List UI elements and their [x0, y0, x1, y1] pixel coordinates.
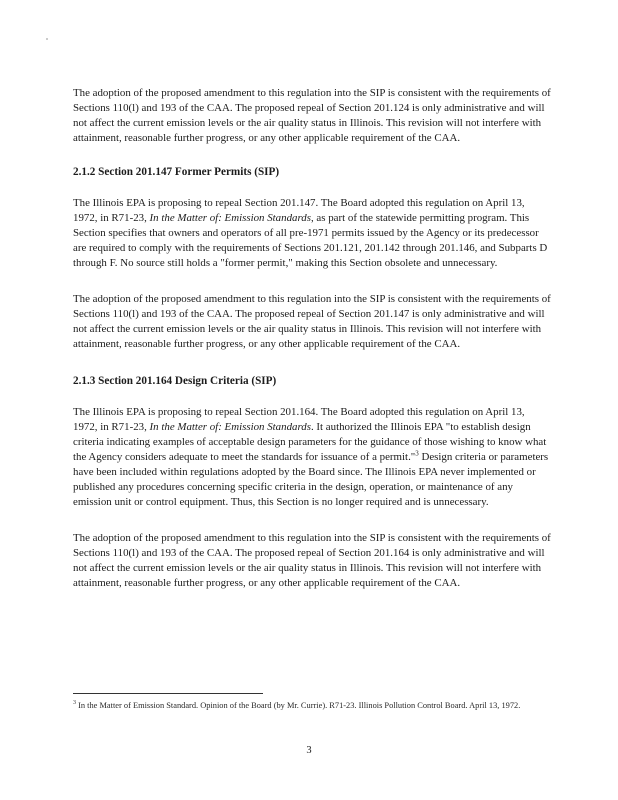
- footnote-text: In the Matter of Emission Standard. Opinion of the Board (by Mr. Currie). R71-23. Illinois Pollution Control Board. April 13, 1972.: [76, 701, 521, 710]
- section-heading-201-147: 2.1.2 Section 201.147 Former Permits (SIP): [73, 166, 280, 178]
- paragraph-sip-201-164: The adoption of the proposed amendment to this regulation into the SIP is consistent with the requirements of Sections 110(l) and 193 of the CAA. The proposed repeal of Section 201.164 is only administrative and will not affect the current emission levels or the air quality status in Illinois. This revision will not interfere with attainment, reasonable further progress, or any other applicable requirement of the CAA.: [73, 532, 551, 589]
- footnote-divider: [73, 693, 263, 694]
- scan-speck: [46, 38, 48, 40]
- paragraph-text: The Illinois EPA is proposing to repeal Section 201.147. The Board adopted this regulation on April 13, 1972, in R71-23,: [73, 197, 525, 224]
- paragraph-repeal-201-164: [73, 405, 551, 510]
- case-title: In the Matter of: Emission Standards: [149, 421, 311, 433]
- page-number: 3: [306, 745, 312, 756]
- paragraph-sip-201-124: The adoption of the proposed amendment to this regulation into the SIP is consistent with the requirements of Sections 110(l) and 193 of the CAA. The proposed repeal of Section 201.124 is only administrative and will not affect the current emission levels or the air quality status in Illinois. This revision will not interfere with attainment, reasonable further progress, or any other applicable requirement of the CAA.: [73, 87, 551, 144]
- paragraph-text: Design criteria or parameters have been included within regulations adopted by the Board since. The Illinois EPA never implemented or published any procedures concerning specific criteria in the design, operation, or maintenance of any emission unit or control equipment. Thus, this Section is no longer required and is unnecessary.: [73, 451, 549, 508]
- case-title: In the Matter of: Emission Standards: [149, 212, 311, 224]
- paragraph-repeal-201-147: [73, 196, 551, 271]
- paragraph-text: . It authorized the Illinois EPA "to establish design criteria indicating examples of acceptable design parameters for the guidance of those wishing to know what the Agency considers adequate to meet the standards for issuance of a permit.": [73, 421, 547, 463]
- footnote-reference[interactable]: 3: [415, 449, 419, 458]
- footnote: [73, 700, 543, 712]
- paragraph-sip-201-147: The adoption of the proposed amendment to this regulation into the SIP is consistent with the requirements of Sections 110(l) and 193 of the CAA. The proposed repeal of Section 201.147 is only administrative and will not affect the current emission levels or the air quality status in Illinois. This revision will not interfere with attainment, reasonable further progress, or any other applicable requirement of the CAA.: [73, 293, 551, 350]
- paragraph-text: , as part of the statewide permitting program. This Section specifies that owners and operators of all pre-1971 permits issued by the Agency or its predecessor are required to comply with the requirements of Sections 201.121, 201.142 through 201.146, and Subparts D through F. No source still holds a "former permit," making this Section obsolete and unnecessary.: [73, 212, 548, 269]
- footnote-number: 3: [73, 700, 76, 707]
- paragraph-text: The Illinois EPA is proposing to repeal Section 201.164. The Board adopted this regulation on April 13, 1972, in R71-23,: [73, 406, 525, 433]
- section-heading-201-164: 2.1.3 Section 201.164 Design Criteria (SIP): [73, 375, 277, 387]
